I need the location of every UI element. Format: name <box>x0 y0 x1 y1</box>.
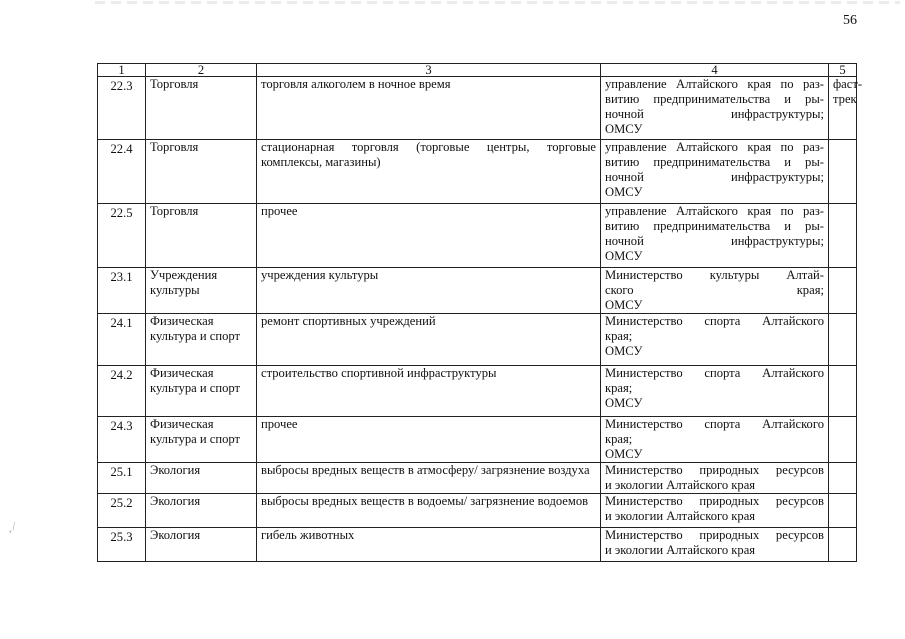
responsible-line: витию предпринимательства и ры- <box>605 155 824 169</box>
note-cell <box>829 463 857 494</box>
table-row <box>98 366 857 417</box>
category-cell: Торговля <box>146 204 257 268</box>
note-cell <box>829 366 857 417</box>
responsible-line: витию предпринимательства и ры- <box>605 219 824 233</box>
category-cell: Экология <box>146 463 257 494</box>
responsible-cell <box>601 268 829 314</box>
row-number-cell: 25.3 <box>98 528 146 562</box>
responsible-line: и экологии Алтайского края <box>605 543 756 557</box>
table-row <box>98 463 857 494</box>
description-cell: выбросы вредных веществ в водоемы/ загрязнение водоемов <box>257 494 601 528</box>
description-cell: учреждения культуры <box>257 268 601 314</box>
category-cell: Физическая культура и спорт <box>146 366 257 417</box>
responsible-cell <box>601 528 829 562</box>
responsible-cell <box>601 494 829 528</box>
note-cell <box>829 268 857 314</box>
header-row <box>98 64 857 77</box>
description-cell: гибель животных <box>257 528 601 562</box>
responsible-line: ОМСУ <box>605 298 643 312</box>
column-header-4: 4 <box>601 64 829 77</box>
table-row <box>98 140 857 204</box>
description-cell: выбросы вредных веществ в атмосферу/ загрязнение воздуха <box>257 463 601 494</box>
category-cell: Учреждения культуры <box>146 268 257 314</box>
note-cell <box>829 204 857 268</box>
responsible-cell <box>601 77 829 140</box>
note-cell <box>829 140 857 204</box>
description-cell: прочее <box>257 204 601 268</box>
responsible-line: края; <box>605 432 633 446</box>
description-cell: стационарная торговля (торговые центры, торговые комплексы, магазины) <box>257 140 601 204</box>
responsible-line: Министерство природных ресурсов <box>605 463 824 477</box>
column-header-1: 1 <box>98 64 146 77</box>
category-cell: Торговля <box>146 77 257 140</box>
row-number-cell: 22.4 <box>98 140 146 204</box>
responsible-line: ОМСУ <box>605 396 643 410</box>
responsible-line: ОМСУ <box>605 447 643 461</box>
category-cell: Экология <box>146 528 257 562</box>
responsible-line: Министерство природных ресурсов <box>605 494 824 508</box>
responsible-line: ОМСУ <box>605 344 643 358</box>
row-number-cell: 24.2 <box>98 366 146 417</box>
row-number-cell: 25.1 <box>98 463 146 494</box>
category-cell: Торговля <box>146 140 257 204</box>
row-number-cell: 25.2 <box>98 494 146 528</box>
note-cell <box>829 528 857 562</box>
responsible-line: Министерство спорта Алтайского <box>605 314 824 328</box>
responsible-cell <box>601 204 829 268</box>
responsible-line: и экологии Алтайского края <box>605 478 756 492</box>
category-cell: Физическая культура и спорт <box>146 417 257 463</box>
page-number: 56 <box>843 13 857 28</box>
responsible-line: ского края; <box>605 283 824 297</box>
row-number-cell: 22.5 <box>98 204 146 268</box>
responsible-line: Министерство спорта Алтайского <box>605 417 824 431</box>
column-header-3: 3 <box>257 64 601 77</box>
table-row <box>98 494 857 528</box>
category-cell: Экология <box>146 494 257 528</box>
table-row <box>98 77 857 140</box>
table-row <box>98 528 857 562</box>
responsible-line: края; <box>605 329 633 343</box>
responsible-line: Министерство культуры Алтай- <box>605 268 824 282</box>
note-line: трек <box>833 92 857 106</box>
note-cell <box>829 417 857 463</box>
responsible-cell <box>601 417 829 463</box>
responsible-line: Министерство природных ресурсов <box>605 528 824 542</box>
note-line: фаст- <box>833 77 863 91</box>
responsible-line: ночной инфраструктуры; <box>605 234 824 248</box>
responsible-line: Министерство спорта Алтайского <box>605 366 824 380</box>
description-cell: торговля алкоголем в ночное время <box>257 77 601 140</box>
responsible-line: управление Алтайского края по раз- <box>605 140 824 154</box>
table-row <box>98 314 857 366</box>
responsible-line: витию предпринимательства и ры- <box>605 92 824 106</box>
description-cell: ремонт спортивных учреждений <box>257 314 601 366</box>
column-header-2: 2 <box>146 64 257 77</box>
note-cell <box>829 77 863 140</box>
responsible-cell <box>601 463 829 494</box>
responsible-line: ОМСУ <box>605 185 643 199</box>
responsible-line: управление Алтайского края по раз- <box>605 77 824 91</box>
responsible-line: управление Алтайского края по раз- <box>605 204 824 218</box>
responsible-line: ОМСУ <box>605 249 643 263</box>
responsible-line: края; <box>605 381 633 395</box>
table-row <box>98 268 857 314</box>
responsible-line: ночной инфраструктуры; <box>605 170 824 184</box>
responsible-cell <box>601 140 829 204</box>
scan-artifact-line <box>95 1 900 4</box>
column-header-5: 5 <box>829 64 857 77</box>
row-number-cell: 24.1 <box>98 314 146 366</box>
note-cell <box>829 494 857 528</box>
scan-speck: ‚ ⁄ <box>4 520 18 536</box>
row-number-cell: 23.1 <box>98 268 146 314</box>
regulation-table <box>97 63 863 562</box>
row-number-cell: 22.3 <box>98 77 146 140</box>
description-cell: прочее <box>257 417 601 463</box>
row-number-cell: 24.3 <box>98 417 146 463</box>
responsible-cell <box>601 314 829 366</box>
table-row <box>98 417 857 463</box>
note-cell <box>829 314 857 366</box>
description-cell: строительство спортивной инфраструктуры <box>257 366 601 417</box>
category-cell: Физическая культура и спорт <box>146 314 257 366</box>
responsible-line: ОМСУ <box>605 122 643 136</box>
responsible-line: ночной инфраструктуры; <box>605 107 824 121</box>
responsible-line: и экологии Алтайского края <box>605 509 756 523</box>
table-row <box>98 204 857 268</box>
responsible-cell <box>601 366 829 417</box>
